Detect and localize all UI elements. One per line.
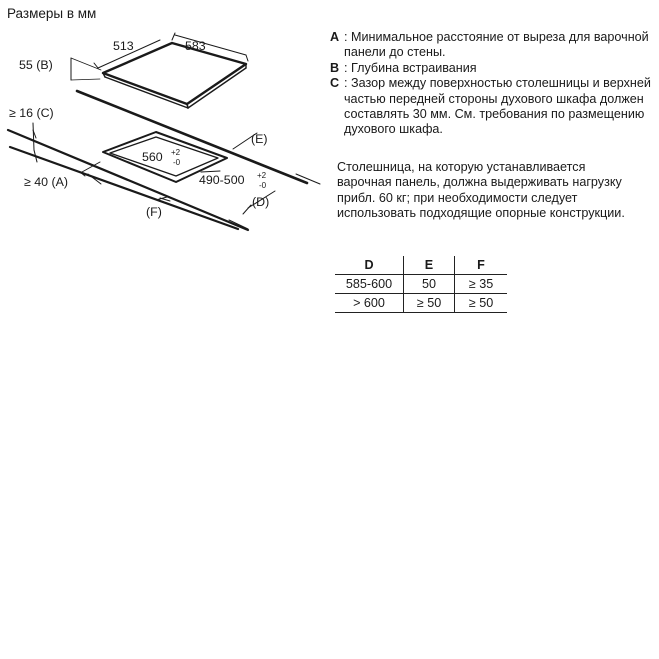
dim-16-c: ≥ 16 (C) [9,106,54,120]
legend-item-a [330,30,652,61]
tol-width-plus: +2 [171,148,181,157]
page-title: Размеры в мм [7,6,97,21]
dim-cutout-depth: 490-500 [199,173,245,187]
dim-55-b: 55 (B) [19,58,53,72]
table-header-row [335,256,507,275]
tol-depth-minus: -0 [259,181,267,190]
legend-text: : Минимальное расстояние от выреза для варочной панели до стены. [344,30,649,60]
legend-text: : Зазор между поверхностью столешницы и верхней частью передней стороны духового шкафа должен составлять 30 мм. См. требования по размещению духового шкафа. [344,76,651,137]
table-cell: 50 [404,275,455,294]
dim-513: 513 [113,39,134,53]
legend-key: B [330,60,340,75]
table-row [335,275,507,294]
table-cell: ≥ 35 [455,275,508,294]
table-row [335,294,507,313]
installation-diagram [0,0,330,300]
legend-item-b [330,61,652,76]
table-cell: ≥ 50 [455,294,508,313]
legend-key: A [330,30,340,44]
column-header: D [364,258,374,272]
label-e: (E) [251,132,268,146]
legend [330,30,652,138]
label-d: (D) [252,195,270,209]
tol-depth-plus: +2 [257,171,267,180]
column-header: F [455,256,508,275]
dim-583: 583 [185,39,206,53]
legend-text: : Глубина встраивания [344,60,477,75]
legend-key: C [330,76,340,91]
label-f: (F) [146,205,162,219]
tol-width-minus: -0 [173,158,181,167]
table-cell: ≥ 50 [404,294,455,313]
column-header: E [404,256,455,275]
dim-40-a: ≥ 40 (A) [24,175,68,189]
legend-item-c [330,76,652,138]
load-note: Столешница, на которую устанавливается варочная панель, должна выдерживать нагрузку прибл. 60 кг; при необходимости следует использовать подходящие опорные конструкции. [337,160,625,221]
table-cell: 585-600 [335,275,404,294]
dim-cutout-width: 560 [142,150,163,164]
dimensions-table [335,256,507,313]
table-cell: > 600 [335,294,404,313]
